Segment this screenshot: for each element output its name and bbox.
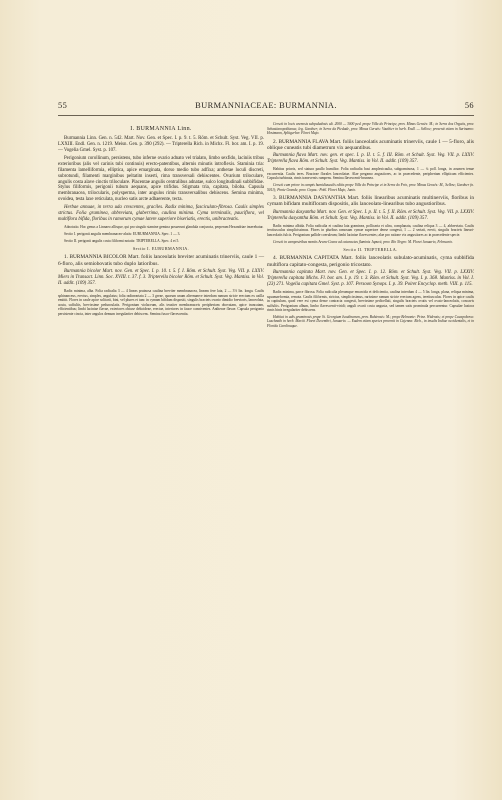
section-1-note: Sectio I. perigonii angulis membranaceo-alatis: EUBURMANNIA. Spec. 1 — 3. [64, 231, 181, 236]
species-3-references: Burmannia dasyantha Mart. nov. Gen. et Spec. I. p. II. t. 5. f. II. Röm. et Schult. Syst. Veg. VII. p. LXXIV. Tripterella dasyantha Röm. et Schult. Syst. Veg. Mantiss. in Vol. II. addit. (109) 357. [267, 209, 474, 221]
species-2-details: Habitus prioris, sed statura paullo humilior. Folia radicalia basi amplexicaulia, subgraminosa, 1 — ¼ poll. longa, in acumen tenue excurrentia. Caulis teres. Bracteae florales lanceolatae. Alae pergamo angustiores, ac in praecedente, peripheriam ellipticam efficientes. Capsula turbinata, rimis transversis rumpens. Semina flavescenti-brunnea. [267, 167, 474, 181]
left-column [58, 122, 264, 318]
species-2-heading: 2. BURMANNIA FLAVA Mart. foliis lanceolatis acuminatis trinerviis, caule 1 — 5-floro, alis oblique cuneatis tubi diametrum vix aequantibus. [267, 138, 474, 151]
genus-heading: I. BURMANNIA Linn. [130, 126, 192, 132]
genus-references: Burmannia Linn. Gen. n. 542. Mart. Nov. Gen. et Spec. I. p. 9. t. 5. Röm. et Schult. Syst. Veg. VII. p. LXXIII. Endl. Gen. n. 1219. Meisn. Gen. p. 390 (292). — Tripterella Rich. in Michx. Fl. bor. am. I. p. 19. — Vogelia Gmel. Syst. p. 107. [58, 136, 264, 153]
species-4-heading: 4. BURMANNIA CAPITATA Mart. foliis lanceolatis subulato-acuminatis, cyma subbifida multiflora capitato-congesta, perigonio tricostato. [267, 255, 474, 268]
section-label: Sectio I. EUBURMANNIA. [132, 246, 190, 252]
header-rule [58, 115, 474, 116]
section-label: Sectio II. TRIPTERELLA. [343, 247, 398, 252]
species-3-details: Radix minima albida. Folia radicalia et caulina lata graminea, pollicaria et ultra, complanata, caulina reliqua 3 — 4, abbreviata. Caulis terctiusculus simplicissimus. Flores in pluribus ramosam cymae superiore dense congesti, 1 — 2 seriati, erecti, singulis bracteis lineari-lanceolatis fulcis. Perigonium pallide coeruleum; limbi laciniae flavescentes; alae pro ratione vix angustiores ac in praecedente specie. [267, 223, 474, 237]
species-1-habitat: Crescit in locis arenosis subpaludosis alt. 2000 — 3000 ped. prope Villa do Principe, prov. Minas Geraës: M.; in Serra dos Orgaös, prov. Sebastianopolitanae, leg. Gardner; in Serra da Piedade, prov. Minas Geraës: Vauthier in herb. Endl. — Sellow; provenit etiam in Surinamo: Hostmann, Splitgerber. Floret Majo. [267, 122, 474, 135]
species-4-habitat: Habitat in udis graminosis prope St. Georgium Isoulinarum, prov. Bahiensis: M.; prope Belmonte: Prinz. Widensis; et prope Cacapobova: Luschnath in herb. Martii. Floret Decembri, Januario. — Eadem etiam species provenit in Cajenna: Rich., in insulis Indiae occidentalis, et in Florida Carolinaque. [267, 314, 474, 328]
running-title: BURMANNIACEAE: BURMANNIA. [195, 101, 337, 110]
species-4-details: Radix minima, parce fibrosa. Folia radicalia plerumque emarcida et deficientia, caulina interdum 4 — 5 lin. longa, plana, reliqua minima, squamaeformia, remota. Caulis filiformis, strictus, simplicissimus, rarissime ramum stricte erectum agens, teretiusculus. Flores in apice caulis in capitulum, quod vere est cyma dense contracta congesti, brevissime pedicellati, singulis bracteis ovatis vel ovato-lanceolatis, concavis suffultis. Perigonium album, limbo flavescenti-viridi; anguli ovarii costa angusta, sed tamen satis prominula percurrentur. Capsulae laxiora rimis binis irregulariter dehiscens. [267, 290, 474, 313]
species-3-habitat: Crescit in campestribus montis Araru-Coara ad cataractas fluminis Japurá, prov. Rio Negro: M. Floret Januario, Februario. [273, 239, 454, 244]
right-column [267, 122, 474, 330]
species-3-heading: 3. BURMANNIA DASYANTHA Mart. foliis linearibus acuminatis multinerviis, floribus in cymam bifidam multifloram dispositis, alis lanceolato-linearibus tubo angustioribus. [267, 195, 474, 208]
species-1-heading: 1. BURMANNIA BICOLOR Mart. foliis lanceolatis breviter acuminatis trinerviis, caule 1 — 6-floro, alis semiobovatis tubo duplo latioribus. [58, 254, 264, 267]
genus-description: Perigonium corollinum, persistens, tubo inferne ovario adnato vel trialato, limbo sexfido, laciniis tribus exterioribus (alis vel carinis tubi continuis) erecto-patentibus, alternis minutis introflexis. Staminia tria: filamenta lamelliformia, elliptica, apice emarginata, dorso medio tubo adfixa; antherae loculi discreti, subrotundi, filamenti marginibus peltatim inserti, rima transversali dehiscentes. Ovarium triloculare, angulis costa alave cinctis triloculare. Placentae angulis centralibus adnatae, sulco longitudinali subbifidae. Stylus filiformis, perigonii tubum aequans, apice trifidus. Stigmata tria, capitata, biloba. Capsula membranacea, trilocularis, polysperma, inter angulos rimis transversalibus dehiscens. Semina minima, ovoidea, testa laxe reticulata, nucleo satis arcte adhaerente, tecta. [58, 155, 264, 203]
page-header [58, 101, 474, 113]
species-2-references: Burmannia flava Mart. nov. gen. et spec. I. p. II. t. 5. f. III. Röm. et Schult. Syst. Veg. VII. p. LXXV. Tripterella flava Röm. et Schult. Syst. Veg. Mantiss. in Vol. II. addit. (109) 357. [267, 153, 474, 165]
left-page-number: 55 [58, 101, 68, 110]
species-2-habitat: Crescit cum priore in campis humidiusculis editis prope Villa do Principe et in Serra do Frio, prov. Minas Geraës: M., Sellow; Gardner (n. 5011); Ponte Grande, prov. Goyaz.: Pohl. Floret Majo, Junio. [267, 183, 474, 192]
section-2-note: Sectio II. perigonii angulis costa filiformi notatis: TRIPTERELLA. Spec. 4 et 5. [64, 238, 180, 243]
species-1-details: Radix minima, alba. Folia radicalia 3 — 4 lineas pruinosa caulina breviter membranacea, lineam fere lata, 2 — 3½ lin. longa. Caulis sphinanceus, erectus, simplex, angulatus; folia radineartata 2 — 3 greae, quorum unum alternumve interdum ramum stricte erectum ex axilla emittit. Flores in caule apice solitarii, bini, vel plures et tunc in cymam bifidam dispositi, singulis bracteis ovario dimidio brevioris, lanceolata, acuta, suffultis, brevissime pedunculatis. Perigonium violaceum, alis teusiter membranaceis peripheriam obovatam, apice truncatam, efficientibus; limbi laciniae flavae, exteriores obtuse deltoideae, erectae, interiores in fauce conniventes. Antherae flavae. Capsula perigonio persistente cincta, inter angulos demum irregulariter dehiscens. Semina fusco-flavescentia. [58, 289, 264, 316]
species-4-references: Burmannia capitata Mart. nov. Gen. et Spec. I. p. 12. Röm. et Schult. Syst. Veg. VII. p. LXXIV. Tripterella capitata Michx. Fl. bor. am. I. p. 19. t. 3. Röm. et Schult. Syst. Veg. I. p. 368. Mantiss. in Vol. I. (23) 271. Vogelia capitata Gmel. Syst. p. 107. Persoon Synops. I. p. 39. Poiret Encyclop. meth. VIII. p. 115. [267, 270, 474, 287]
right-page-number: 56 [464, 101, 474, 110]
species-1-references: Burmannia bicolor Mart. nov. Gen. et Spec. I. p. 10. t. 5. f. I. Röm. et Schult. Syst. Veg. VII. p. LXXV. Miers in Transact. Linn. Soc. XVIII. t. 37. f. 3. Tripterella bicolor Röm. et Schult. Syst. Veg. Mantiss. in Vol. II. addit. (109) 357. [58, 269, 264, 287]
genus-habit: Herbae annuae, in terra uda crescentes, graciles. Radix minima, fasciculato-fibrosa. Caulis simplex strictus. Folia graminea, abbreviata, glaberrima, caulina minima. Cyma terminalis, pauciflora, vel multiflora bifida, floribus in ramorum cymae latere superiore biseriatis, erectis, unibracteatis. [58, 205, 264, 223]
adnotatio: Adnotatio. Hoc genus a Linnaeo allisque, qui pro singulo stamine gemina posuerunt glandula conjuncta, perperam Hexandriae inserebatur. [64, 225, 264, 230]
